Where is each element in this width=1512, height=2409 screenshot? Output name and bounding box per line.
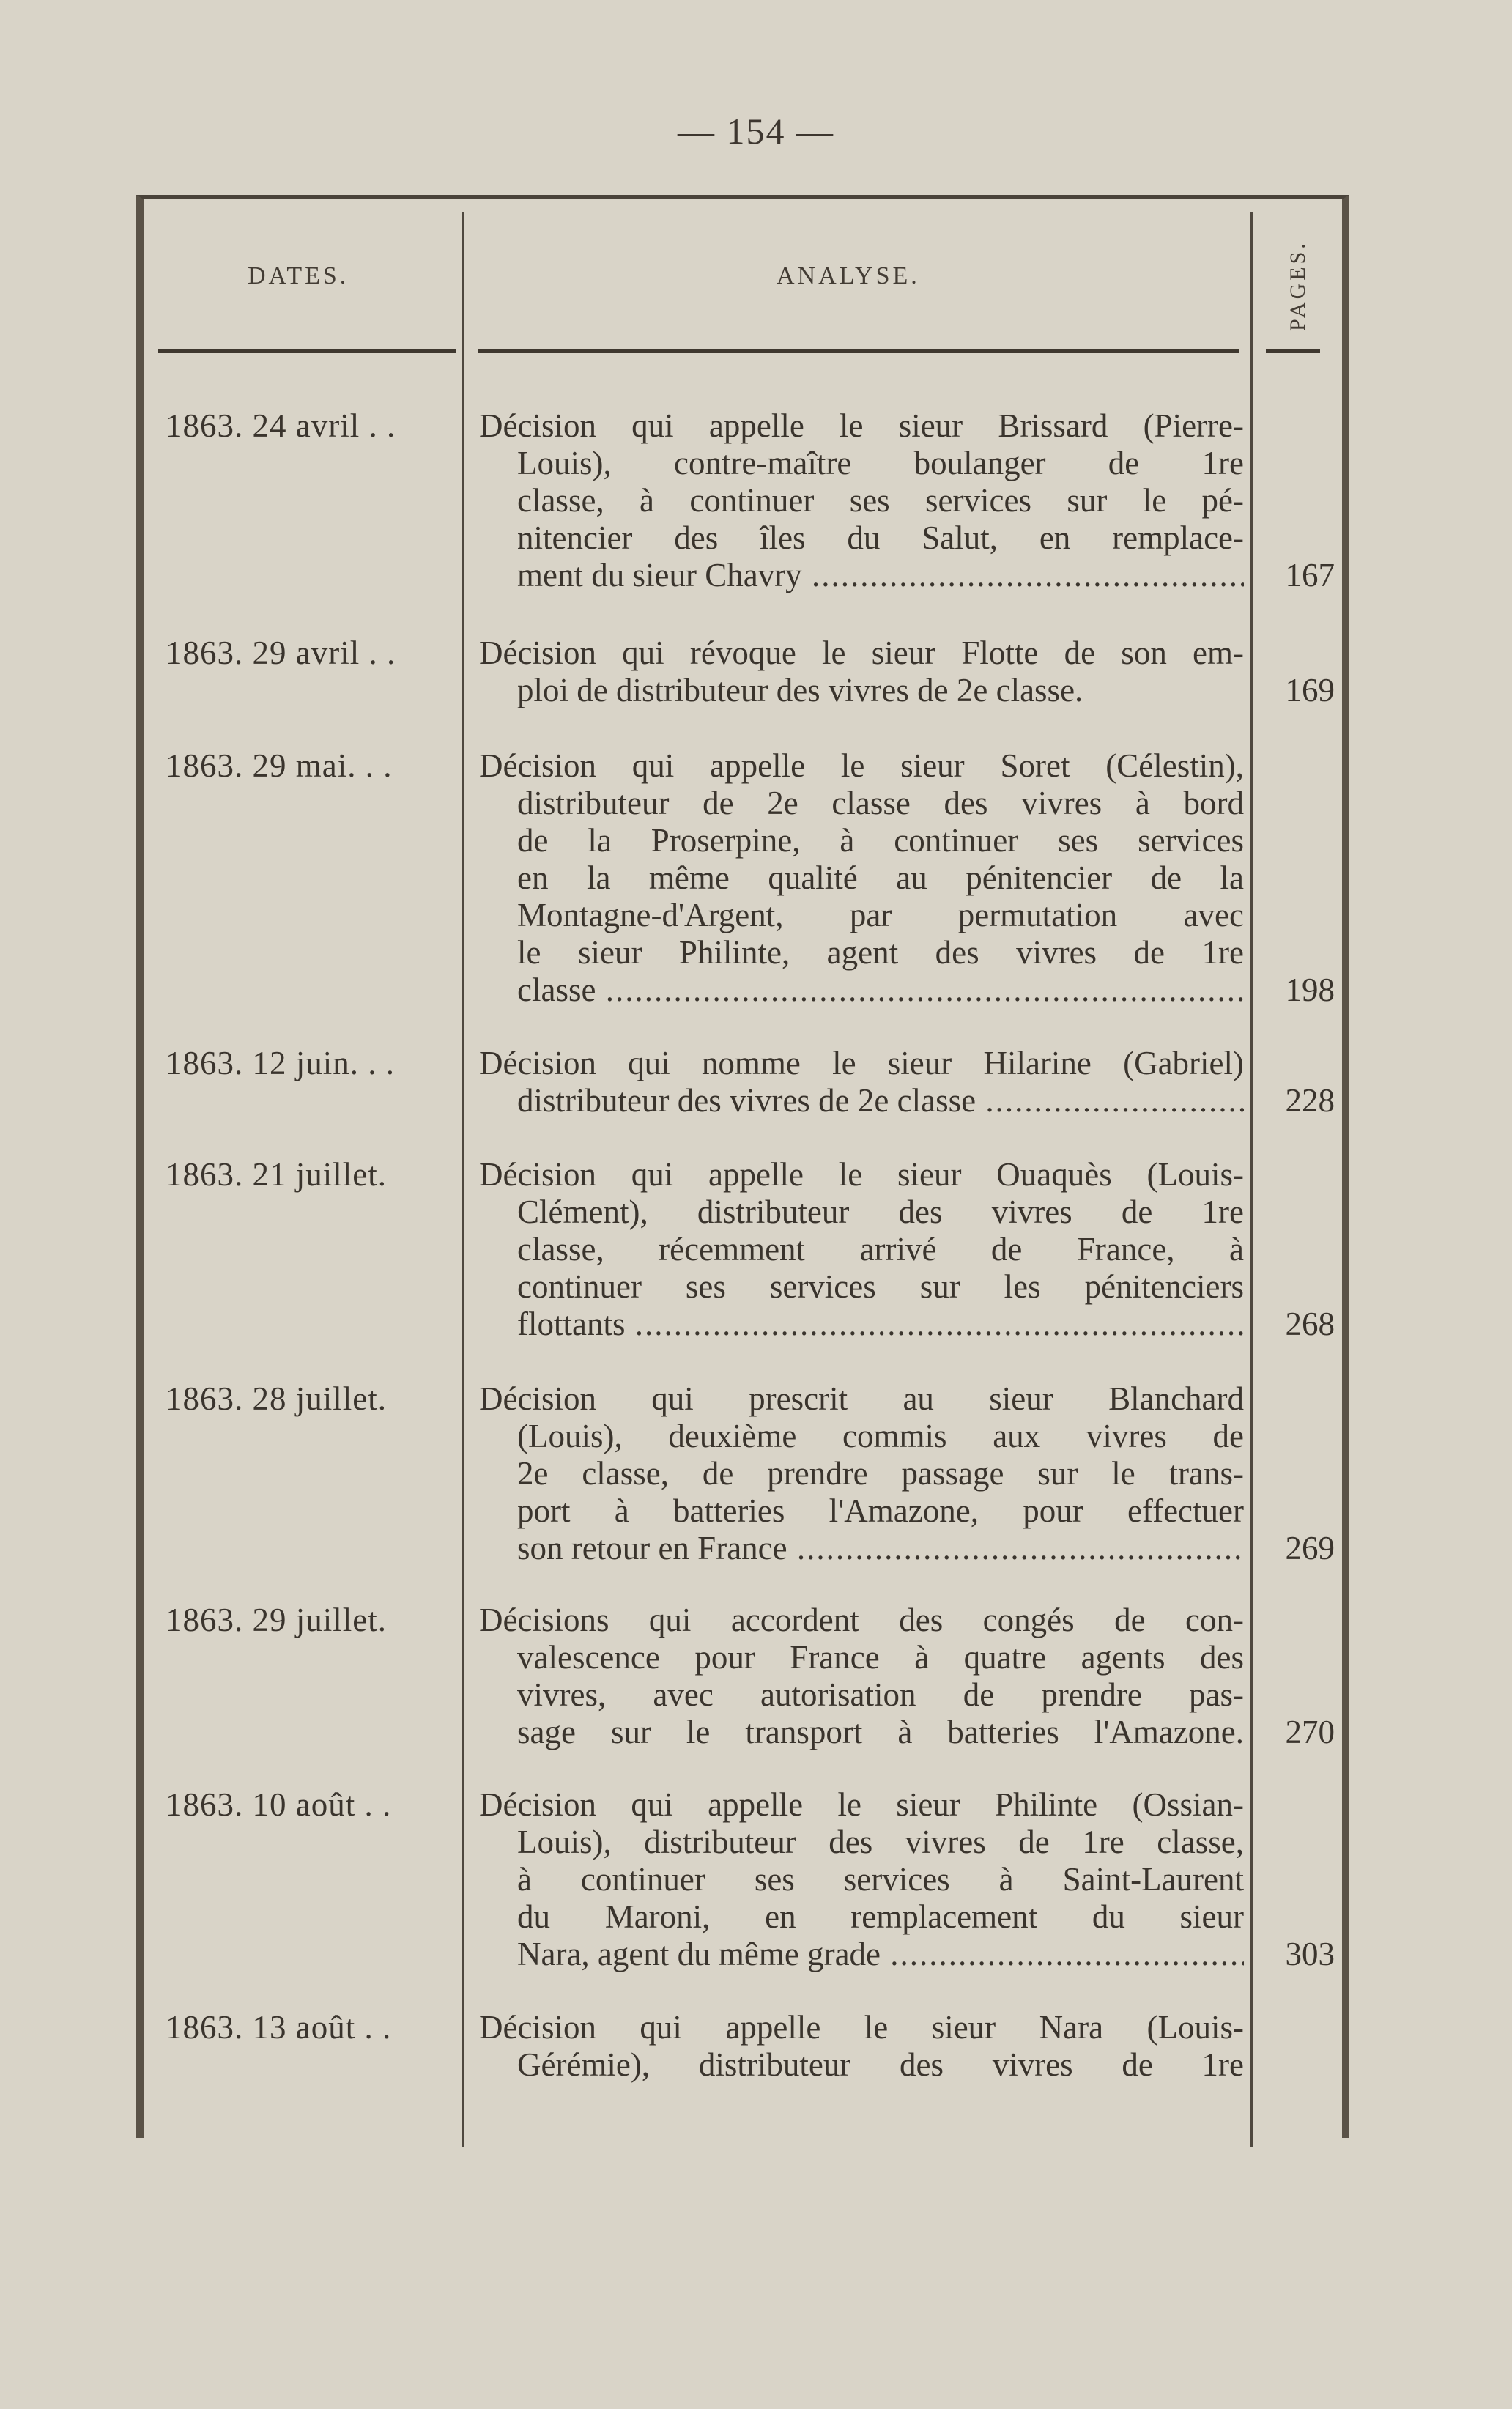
analysis-line: Décision qui révoque le sieur Flotte de son em- — [479, 634, 1244, 671]
analysis-line: flottants ..... — [479, 1306, 1244, 1343]
entry-date: 1863. 24 avril . . — [166, 407, 396, 444]
column-divider-dates — [462, 212, 464, 2147]
analysis-line: sage sur le transport à batteries l'Amazone. — [517, 1714, 1244, 1750]
analysis-line: Décision qui appelle le sieur Brissard (Pierre- — [479, 407, 1244, 444]
entry-date: 1863. 29 avril . . — [166, 634, 396, 671]
analysis-line: à continuer ses services à Saint-Laurent — [517, 1861, 1244, 1898]
analysis-line: du Maroni, en remplacement du sieur — [517, 1898, 1244, 1935]
page-reference: 270 — [1285, 1714, 1335, 1750]
analysis-line: distributeur de 2e classe des vivres à bord — [517, 785, 1244, 821]
analysis-line: Décision qui appelle le sieur Ouaquès (Louis- — [479, 1156, 1244, 1193]
analysis-line: classe, à continuer ses services sur le pé- — [517, 482, 1244, 519]
analysis-line: son retour en France ..... — [479, 1530, 1244, 1567]
page-reference: 269 — [1285, 1530, 1335, 1566]
header-rule-pages — [1266, 349, 1320, 353]
analysis-line: Décision qui prescrit au sieur Blanchard — [479, 1380, 1244, 1417]
analysis-line: Décision qui nomme le sieur Hilarine (Gabriel) — [479, 1045, 1244, 1081]
analysis-line: Décision qui appelle le sieur Soret (Célestin), — [479, 747, 1244, 784]
analysis-line: port à batteries l'Amazone, pour effectuer — [517, 1492, 1244, 1529]
analysis-line: ploi de distributeur des vivres de 2e classe. — [517, 672, 1083, 708]
entry-analysis — [479, 1602, 1244, 1751]
analysis-line: Louis), distributeur des vivres de 1re classe, — [517, 1824, 1244, 1860]
entry-date: 1863. 29 juillet. — [166, 1602, 387, 1638]
analysis-line: classe ..... — [479, 972, 1244, 1009]
page-reference: 228 — [1285, 1082, 1335, 1119]
entry-analysis — [479, 1380, 1244, 1567]
analysis-line: Louis), contre-maître boulanger de 1re — [517, 445, 1244, 481]
entry-date: 1863. 21 juillet. — [166, 1156, 387, 1193]
entry-analysis — [479, 407, 1244, 594]
analysis-line: (Louis), deuxième commis aux vivres de — [517, 1418, 1244, 1454]
analysis-line: de la Proserpine, à continuer ses services — [517, 822, 1244, 859]
entry-date: 1863. 28 juillet. — [166, 1380, 387, 1417]
analysis-line: Gérémie), distributeur des vivres de 1re — [517, 2046, 1244, 2083]
analysis-line: Nara, agent du même grade ..... — [479, 1936, 1244, 1973]
page-reference: 169 — [1285, 672, 1335, 708]
page-number: — 154 — — [678, 111, 834, 152]
analysis-line: ment du sieur Chavry ..... — [479, 557, 1244, 594]
page-reference: 198 — [1285, 972, 1335, 1008]
header-analyse: ANALYSE. — [777, 262, 920, 289]
entry-date: 1863. 29 mai. . . — [166, 747, 393, 784]
entry-date: 1863. 12 juin. . . — [166, 1045, 396, 1081]
entry-date: 1863. 13 août . . — [166, 2009, 392, 2046]
analysis-line: 2e classe, de prendre passage sur le trans- — [517, 1455, 1244, 1492]
entry-date: 1863. 10 août . . — [166, 1786, 392, 1823]
analysis-line: distributeur des vivres de 2e classe ..... — [479, 1082, 1244, 1120]
analysis-line: Clément), distributeur des vivres de 1re — [517, 1194, 1244, 1230]
analysis-line: le sieur Philinte, agent des vivres de 1re — [517, 934, 1244, 971]
page-reference: 303 — [1285, 1936, 1335, 1972]
analysis-line: valescence pour France à quatre agents des — [517, 1639, 1244, 1676]
analysis-line: nitencier des îles du Salut, en remplace- — [517, 519, 1244, 556]
entry-analysis — [479, 1045, 1244, 1120]
entry-analysis — [479, 634, 1244, 709]
header-rule-analyse — [478, 349, 1239, 353]
analysis-line: continuer ses services sur les pénitenciers — [517, 1268, 1244, 1305]
analysis-line: Décision qui appelle le sieur Nara (Louis- — [479, 2009, 1244, 2046]
analysis-line: Montagne-d'Argent, par permutation avec — [517, 897, 1244, 933]
header-pages: PAGES. — [1286, 240, 1310, 331]
column-divider-pages — [1250, 212, 1253, 2147]
analysis-line: classe, récemment arrivé de France, à — [517, 1231, 1244, 1268]
analysis-line: en la même qualité au pénitencier de la — [517, 859, 1244, 896]
page-reference: 167 — [1285, 557, 1335, 593]
analysis-line: Décision qui appelle le sieur Philinte (Ossian- — [479, 1786, 1244, 1823]
header-dates: DATES. — [248, 262, 349, 289]
analysis-line: Décisions qui accordent des congés de con- — [479, 1602, 1244, 1638]
entry-analysis — [479, 747, 1244, 1009]
entry-analysis — [479, 1156, 1244, 1343]
page-reference: 268 — [1285, 1306, 1335, 1342]
header-rule-dates — [158, 349, 456, 353]
entry-analysis — [479, 2009, 1244, 2084]
analysis-line: vivres, avec autorisation de prendre pas- — [517, 1676, 1244, 1713]
entry-analysis — [479, 1786, 1244, 1973]
